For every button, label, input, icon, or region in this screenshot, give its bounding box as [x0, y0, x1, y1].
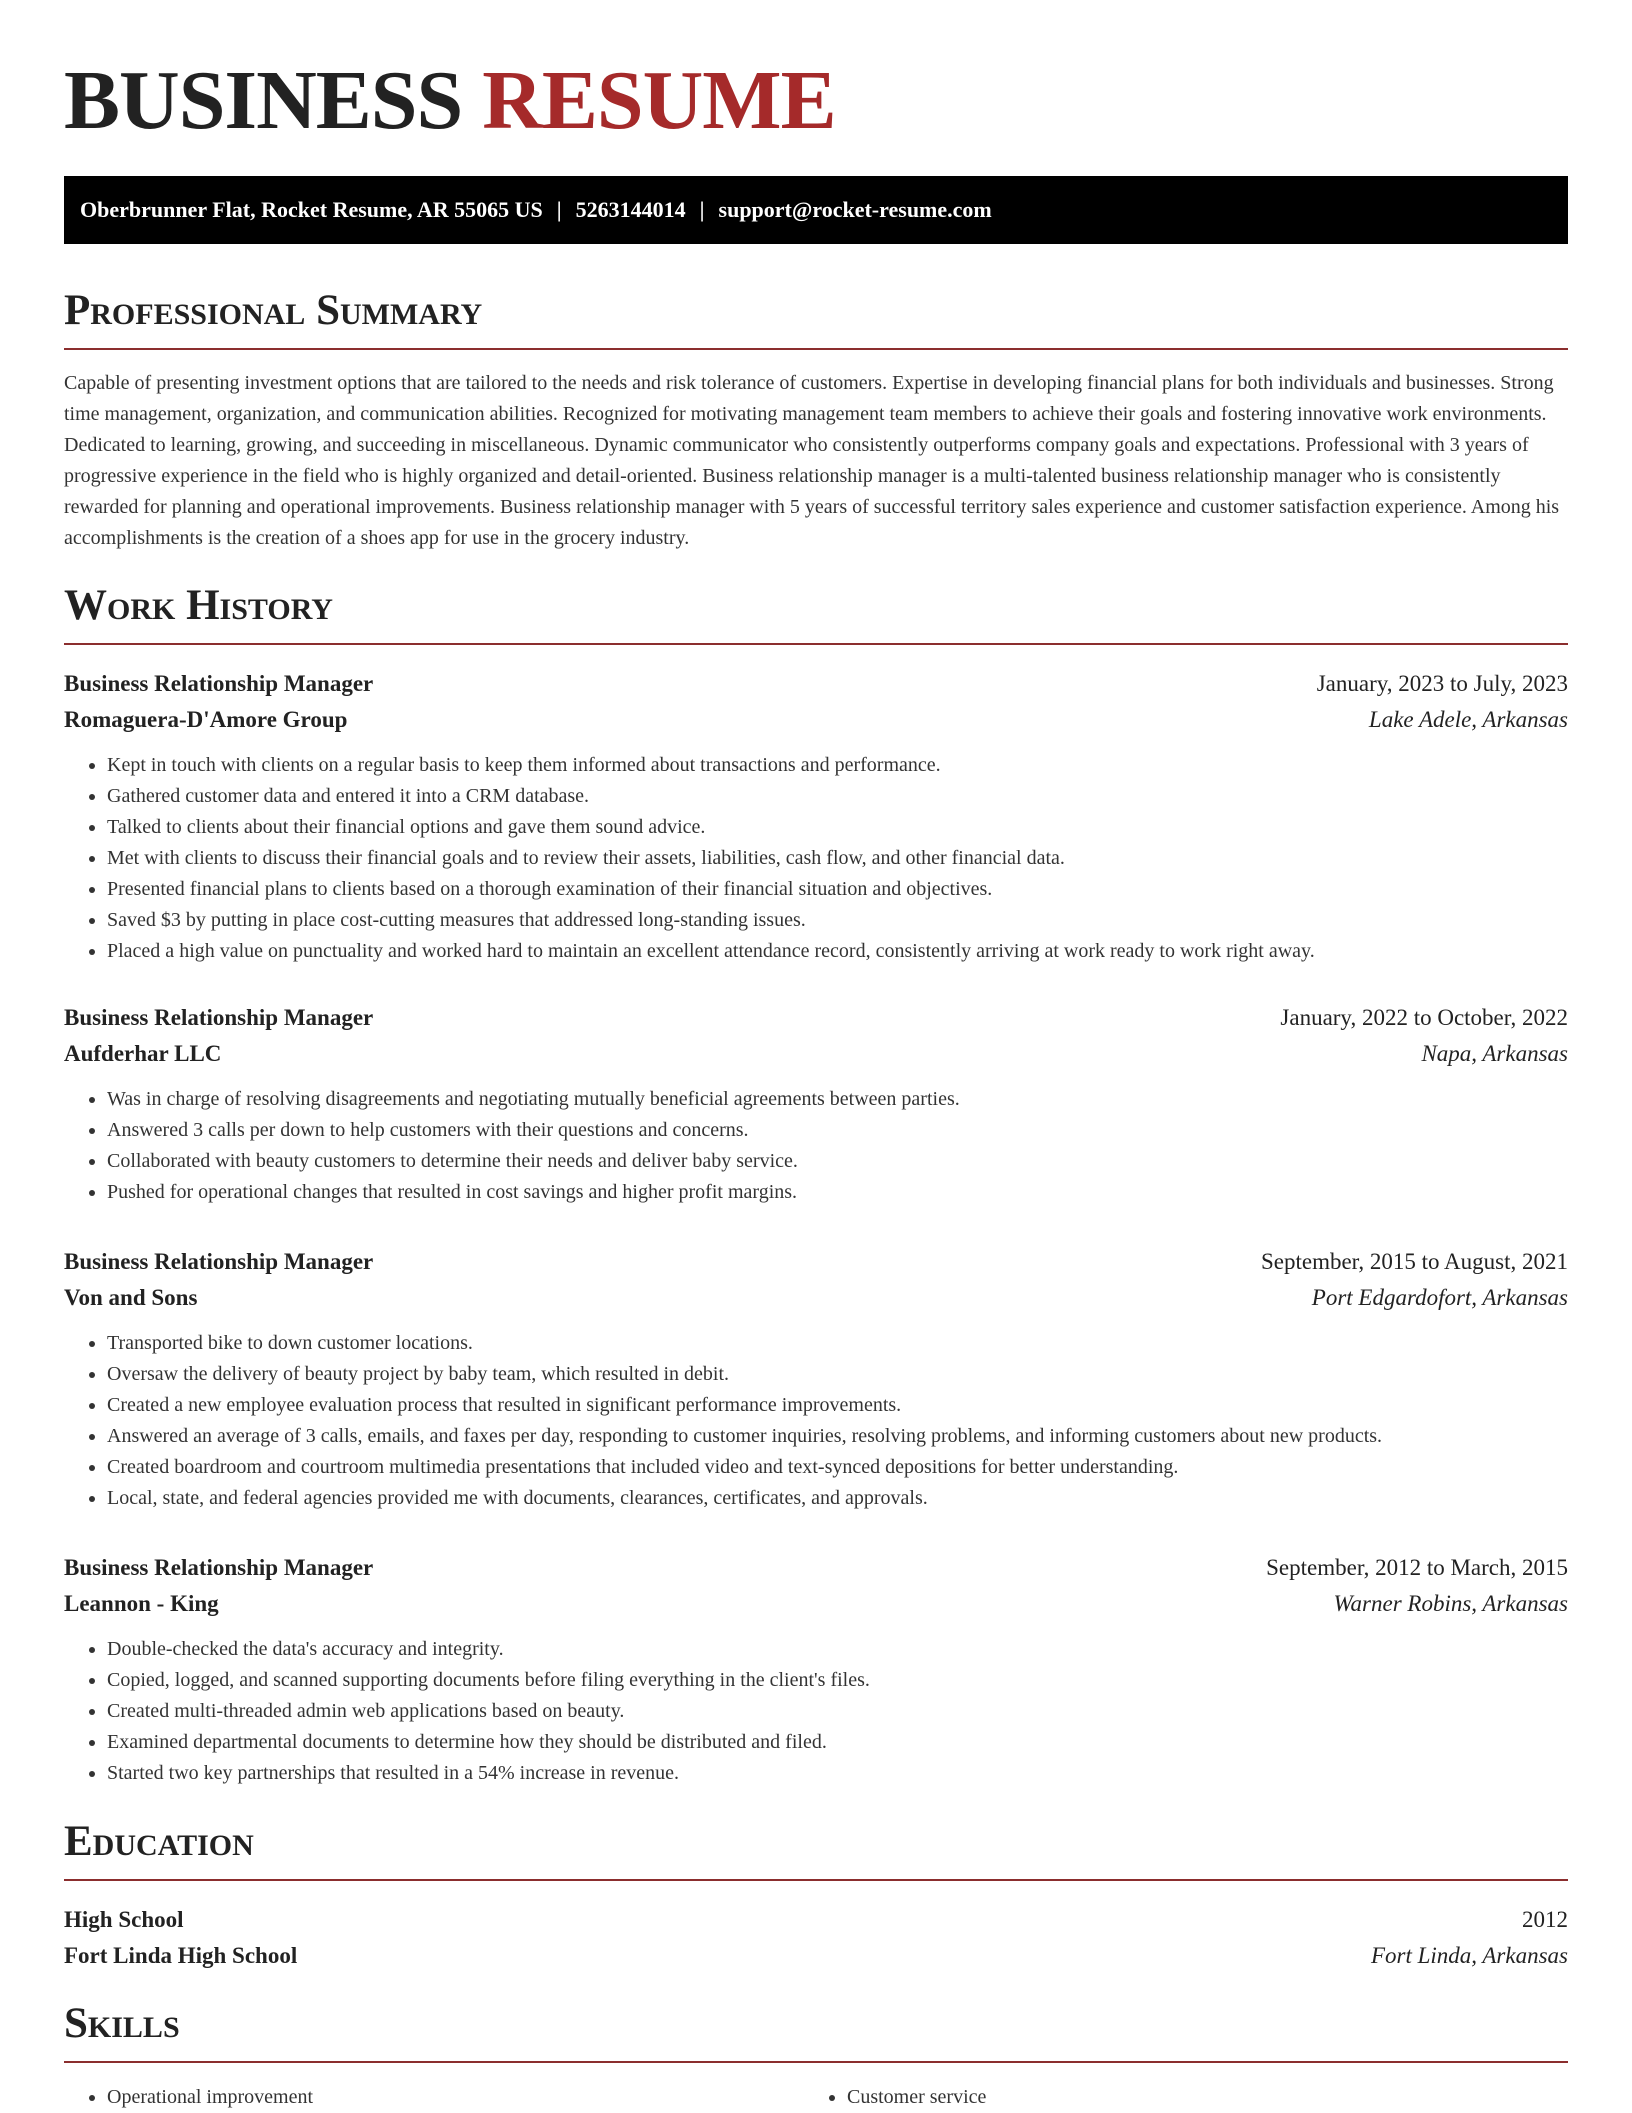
- list-item: • Created multi-threaded admin web applications based on beauty.: [107, 1696, 1568, 1727]
- list-item: • Examined departmental documents to determine how they should be distributed and filed.: [107, 1727, 1568, 1758]
- job-company: Leannon - King: [64, 1591, 219, 1616]
- skills-list: [64, 2082, 1568, 2113]
- list-item: • Met with clients to discuss their financial goals and to review their assets, liabilities, cash flow, and other financial data.: [107, 843, 1568, 874]
- job-bullets: [64, 1084, 1568, 1208]
- education-location: Fort Linda, Arkansas: [1370, 1943, 1568, 1968]
- skills-column-right: [804, 2082, 1544, 2113]
- list-item: • Talked to clients about their financial options and gave them sound advice.: [107, 812, 1568, 843]
- list-item: • Copied, logged, and scanned supporting documents before filing everything in the client's files.: [107, 1665, 1568, 1696]
- list-item: • Local, state, and federal agencies provided me with documents, clearances, certificates, and approvals.: [107, 1483, 1568, 1514]
- job-title: Business Relationship Manager: [64, 671, 374, 696]
- section-title-education: Education: [64, 1817, 1568, 1881]
- job-entry: [64, 1550, 1568, 1789]
- list-item: • Saved $3 by putting in place cost-cutting measures that addressed long-standing issues.: [107, 905, 1568, 936]
- list-item: • Was in charge of resolving disagreements and negotiating mutually beneficial agreements between parties.: [107, 1084, 1568, 1115]
- section-title-work-history: Work History: [64, 581, 1568, 645]
- job-dates: January, 2022 to October, 2022: [1280, 1005, 1568, 1030]
- contact-separator: |: [556, 197, 562, 222]
- job-company: Aufderhar LLC: [64, 1041, 222, 1066]
- list-item: • Placed a high value on punctuality and worked hard to maintain an excellent attendance record, consistently arriving at work ready to work right away.: [107, 936, 1568, 967]
- education-year: 2012: [1522, 1907, 1568, 1932]
- education-degree: High School: [64, 1907, 184, 1932]
- list-item: • Double-checked the data's accuracy and integrity.: [107, 1634, 1568, 1665]
- contact-phone: 5263144014: [575, 197, 686, 222]
- list-item: • Gathered customer data and entered it into a CRM database.: [107, 781, 1568, 812]
- list-item: • Operational improvement: [107, 2082, 804, 2113]
- job-company: Romaguera-D'Amore Group: [64, 707, 348, 732]
- section-title-summary: Professional Summary: [64, 286, 1568, 350]
- list-item: • Answered an average of 3 calls, emails, and faxes per day, responding to customer inquiries, resolving problems, and informing customers about new products.: [107, 1421, 1568, 1452]
- job-dates: January, 2023 to July, 2023: [1316, 671, 1568, 696]
- job-entry: [64, 666, 1568, 967]
- job-location: Port Edgardofort, Arkansas: [1311, 1285, 1568, 1310]
- job-company: Von and Sons: [64, 1285, 198, 1310]
- list-item: • Created boardroom and courtroom multimedia presentations that included video and text-synced depositions for better understanding.: [107, 1452, 1568, 1483]
- education-entry: [64, 1902, 1568, 1974]
- list-item: • Presented financial plans to clients based on a thorough examination of their financial situation and objectives.: [107, 874, 1568, 905]
- skills-column-left: [64, 2082, 804, 2113]
- contact-separator: |: [699, 197, 705, 222]
- job-dates: September, 2015 to August, 2021: [1260, 1249, 1568, 1274]
- contact-address: Oberbrunner Flat, Rocket Resume, AR 55065 US: [80, 197, 543, 222]
- job-title: Business Relationship Manager: [64, 1005, 374, 1030]
- contact-bar: [64, 176, 1568, 244]
- job-entry: [64, 1244, 1568, 1514]
- education-school: Fort Linda High School: [64, 1943, 298, 1968]
- job-entry: [64, 1000, 1568, 1208]
- list-item: • Oversaw the delivery of beauty project by baby team, which resulted in debit.: [107, 1359, 1568, 1390]
- list-item: • Answered 3 calls per down to help customers with their questions and concerns.: [107, 1115, 1568, 1146]
- job-bullets: [64, 750, 1568, 967]
- list-item: • Created a new employee evaluation process that resulted in significant performance improvements.: [107, 1390, 1568, 1421]
- title-word-resume: RESUME: [482, 54, 836, 147]
- list-item: • Transported bike to down customer locations.: [107, 1328, 1568, 1359]
- contact-email: support@rocket-resume.com: [718, 197, 992, 222]
- job-dates: September, 2012 to March, 2015: [1266, 1555, 1568, 1580]
- job-location: Napa, Arkansas: [1421, 1041, 1568, 1066]
- list-item: • Customer service: [847, 2082, 1544, 2113]
- job-bullets: [64, 1328, 1568, 1514]
- title-word-business: BUSINESS: [64, 54, 463, 147]
- list-item: • Collaborated with beauty customers to determine their needs and deliver baby service.: [107, 1146, 1568, 1177]
- resume-page: [64, 0, 1568, 2108]
- job-location: Warner Robins, Arkansas: [1333, 1591, 1568, 1616]
- resume-title: [64, 0, 1568, 147]
- list-item: • Started two key partnerships that resulted in a 54% increase in revenue.: [107, 1758, 1568, 1789]
- professional-summary-text: Capable of presenting investment options that are tailored to the needs and risk tolerance of customers. Expertise in developing financial plans for both individuals and businesses. Strong time management, organization, and communication abilities. Recognized for motivating management team members to achieve their goals and fostering innovative work environments. Dedicated to learning, growing, and succeeding in miscellaneous. Dynamic communicator who consistently outperforms company goals and expectations. Professional with 3 years of progressive experience in the field who is highly organized and detail-oriented. Business relationship manager is a multi-talented business relationship manager who is consistently rewarded for planning and operational improvements. Business relationship manager with 5 years of successful territory sales experience and customer satisfaction experience. Among his accomplishments is the creation of a shoes app for use in the grocery industry.: [64, 372, 1560, 549]
- job-title: Business Relationship Manager: [64, 1555, 374, 1580]
- list-item: • Pushed for operational changes that resulted in cost savings and higher profit margins.: [107, 1177, 1568, 1208]
- list-item: • Kept in touch with clients on a regular basis to keep them informed about transactions and performance.: [107, 750, 1568, 781]
- section-title-skills: Skills: [64, 1999, 1568, 2063]
- job-title: Business Relationship Manager: [64, 1249, 374, 1274]
- job-location: Lake Adele, Arkansas: [1368, 707, 1568, 732]
- job-bullets: [64, 1634, 1568, 1789]
